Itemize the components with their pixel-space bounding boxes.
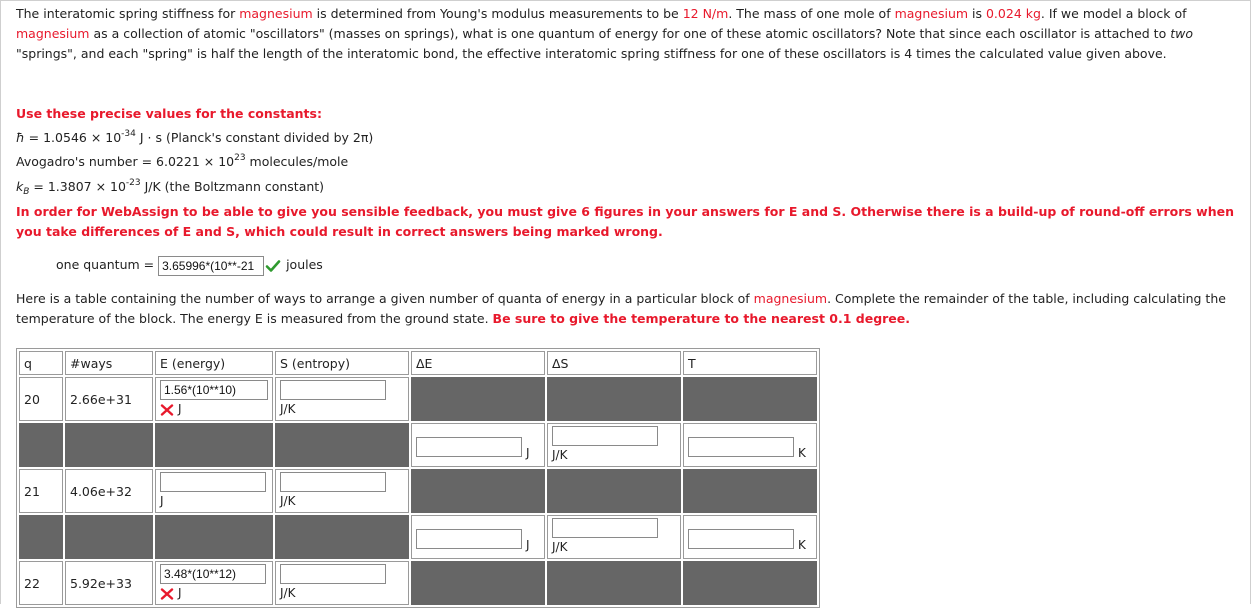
hbar-constant: ħ = $1.0546 \times 10^{-34}$ J · s (Planck's constant divided by 2π) xyxy=(16,129,374,145)
header-energy: E (energy) xyxy=(155,351,273,375)
check-icon xyxy=(264,258,282,274)
cell-q: 21 xyxy=(19,469,63,513)
constants-heading: Use these precise values for the constants: xyxy=(16,106,322,121)
header-q: q xyxy=(19,351,63,375)
delta-e-input-1[interactable] xyxy=(416,437,522,457)
header-entropy: S (entropy) xyxy=(275,351,409,375)
cell-ways: 4.06e+32 xyxy=(65,469,153,513)
table-row: 20 2.66e+31 1.56*(10**10) J J/K xyxy=(19,377,817,421)
delta-s-input-1[interactable] xyxy=(552,426,658,446)
temperature-input-1[interactable] xyxy=(688,437,794,457)
header-delta-e: ΔE xyxy=(411,351,545,375)
question-text: The interatomic spring stiffness for magnesium is determined from Young's modulus measurements to be 12 N/m. The mass of one mole of magnesium is 0.024 kg. If we model a block of magnesium as a collection of atomic "oscillators" (masses on springs), what is one quantum of energy for one of these atomic oscillators? Note that since each oscillator is attached to two "springs", and each "spring" is half the length of the interatomic bond, the effective interatomic spring stiffness for one of these oscillators is 4 times the calculated value given above. xyxy=(16,6,1193,61)
cell-ways: 5.92e+33 xyxy=(65,561,153,605)
entropy-table xyxy=(16,348,820,608)
avogadro-constant: Avogadro's number = $6.0221 \times 10^{23}$ molecules/mole xyxy=(16,153,349,169)
table-intro-text: Here is a table containing the number of ways to arrange a given number of quanta of energy in a particular block of magnesium. Complete the remainder of the table, including calculating the temperature of the block. The energy E is measured from the ground state. Be sure to give the temperature to the nearest 0.1 degree. xyxy=(16,291,1226,326)
header-ways: #ways xyxy=(65,351,153,375)
cell-q: 20 xyxy=(19,377,63,421)
quantum-unit: joules xyxy=(286,257,323,272)
round-off-warning: In order for WebAssign to be able to give you sensible feedback, you must give 6 figures in your answers for E and S. Otherwise there is a build-up of round-off errors when you take differences of E and S, which could result in correct answers being marked wrong. xyxy=(16,204,1234,239)
table-row: 21 4.06e+32 J J/K xyxy=(19,469,817,513)
entropy-input-q22[interactable] xyxy=(280,564,386,584)
energy-input-q20[interactable]: 1.56*(10**10) xyxy=(160,380,268,400)
quantum-label: one quantum = xyxy=(56,257,159,272)
wrong-x-icon xyxy=(160,588,174,600)
temperature-precision-note: Be sure to give the temperature to the nearest 0.1 degree. xyxy=(492,311,911,326)
energy-input-q22[interactable]: 3.48*(10**12) xyxy=(160,564,266,584)
quantum-answer-row xyxy=(56,255,323,276)
entropy-input-q20[interactable] xyxy=(280,380,386,400)
delta-s-input-2[interactable] xyxy=(552,518,658,538)
element-name: magnesium xyxy=(239,6,313,21)
entropy-input-q21[interactable] xyxy=(280,472,386,492)
header-delta-s: ΔS xyxy=(547,351,681,375)
table-row: J J/K K xyxy=(19,423,817,467)
boltzmann-constant: $k_B = 1.3807 \times 10^{-23}$ J/K (the Boltzmann constant) xyxy=(16,178,325,197)
delta-e-input-2[interactable] xyxy=(416,529,522,549)
energy-input-q21[interactable] xyxy=(160,472,266,492)
temperature-input-2[interactable] xyxy=(688,529,794,549)
wrong-x-icon xyxy=(160,404,174,416)
mass-value: 0.024 kg xyxy=(985,6,1041,21)
quantum-input[interactable]: 3.65996*(10**-21 xyxy=(158,256,264,276)
header-temperature: T xyxy=(683,351,817,375)
table-row: J J/K K xyxy=(19,515,817,559)
cell-ways: 2.66e+31 xyxy=(65,377,153,421)
cell-q: 22 xyxy=(19,561,63,605)
stiffness-value: 12 N/m xyxy=(682,6,729,21)
table-row: 22 5.92e+33 3.48*(10**12) J J/K xyxy=(19,561,817,605)
